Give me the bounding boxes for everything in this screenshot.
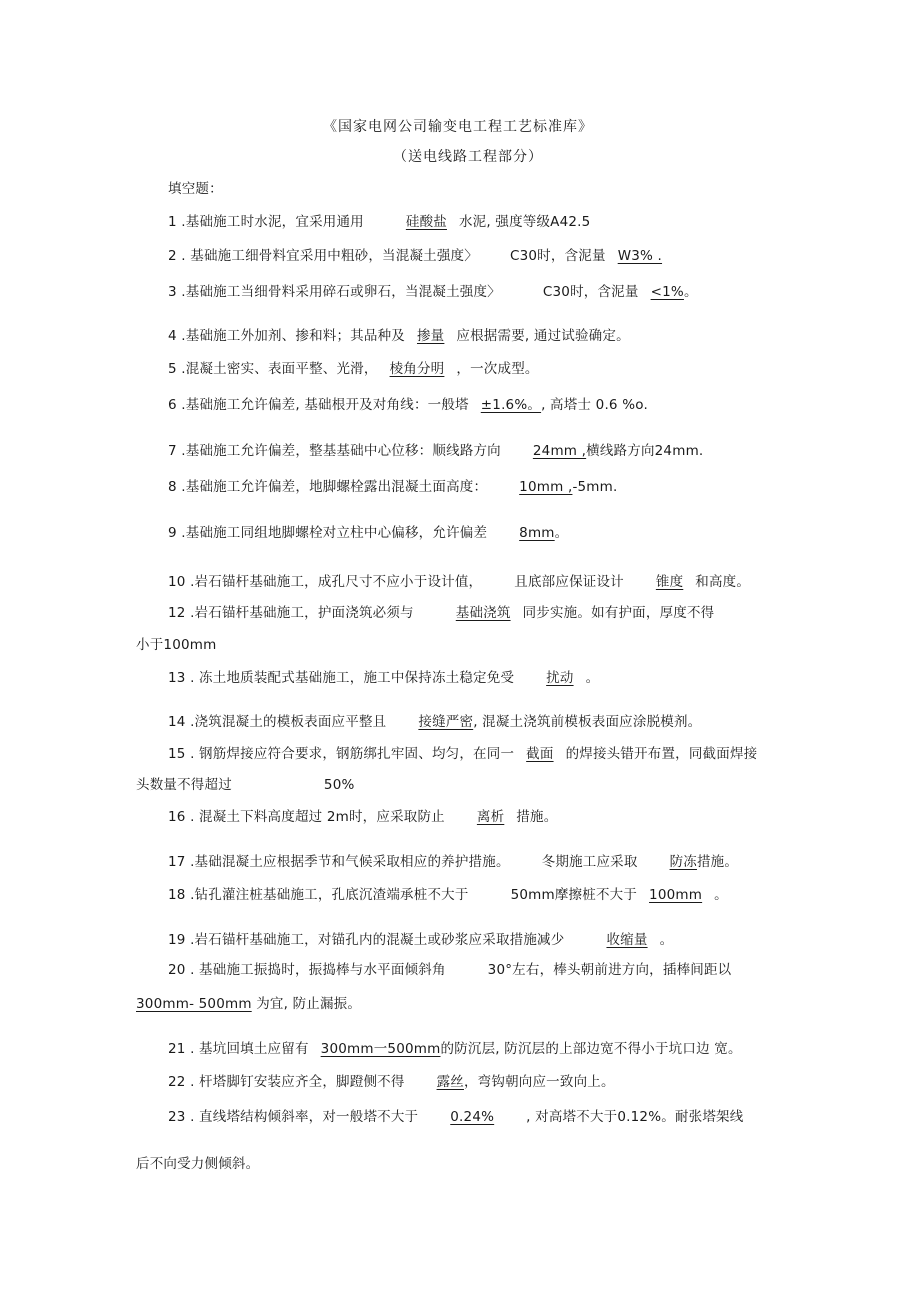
- question-12-continued: 小于100mm: [136, 637, 217, 653]
- answer-12: 基础浇筑: [455, 605, 511, 621]
- question-15-continued: 头数量不得超过 50%: [136, 777, 355, 793]
- answer-21: 300mm一500mm: [320, 1041, 441, 1057]
- question-4: 4 .基础施工外加剂、掺和料；其品种及 掺量 应根据需要, 通过试验确定。: [168, 328, 630, 344]
- question-9: 9 .基础施工同组地脚螺栓对立柱中心偏移，允许偏差 8mm。: [168, 525, 569, 541]
- question-19: 19 .岩石锚杆基础施工，对锚孔内的混凝土或砂浆应采取措施减少 收缩量 。: [168, 932, 674, 948]
- question-14: 14 .浇筑混凝土的模板表面应平整且 接缝严密, 混凝土浇筑前模板表面应涂脱模剂。: [168, 714, 702, 730]
- answer-6: ±1.6%。: [480, 397, 542, 413]
- answer-16: 离析: [476, 809, 505, 825]
- question-22: 22 . 杆塔脚钉安装应齐全，脚蹬侧不得 露丝，弯钩朝向应一致向上。: [168, 1074, 615, 1090]
- answer-4: 掺量: [416, 328, 445, 344]
- question-23: 23 . 直线塔结构倾斜率，对一般塔不大于 0.24% , 对高塔不大于0.12%。耐张塔架线: [168, 1109, 744, 1125]
- question-8: 8 .基础施工允许偏差，地脚螺栓露出混凝土面高度： 10mm ,-5mm.: [168, 479, 618, 495]
- answer-13: 扰动: [546, 670, 574, 686]
- question-3: 3 .基础施工当细骨料采用碎石或卵石，当混凝土强度〉 C30时，含泥量 <1%。: [168, 284, 698, 300]
- question-12: 12 .岩石锚杆基础施工，护面浇筑必须与 基础浇筑 同步实施。如有护面，厚度不得: [168, 605, 715, 621]
- section-heading: 填空题：: [168, 181, 223, 197]
- answer-18: 100mm: [649, 887, 703, 903]
- question-1: 1 .基础施工时水泥，宜采用通用 硅酸盐 水泥, 强度等级A42.5: [168, 214, 591, 230]
- question-5: 5 .混凝土密实、表面平整、光滑， 棱角分明 ，一次成型。: [168, 361, 539, 377]
- answer-2: W3% .: [617, 248, 663, 264]
- question-17: 17 .基础混凝土应根据季节和气候采取相应的养护措施。 冬期施工应采取 防冻措施。: [168, 854, 739, 870]
- answer-9: 8mm: [519, 525, 555, 541]
- question-6: 6 .基础施工允许偏差, 基础根开及对角线：一般塔 ±1.6%。, 高塔士 0.6 %o.: [168, 397, 648, 413]
- answer-8: 10mm ,: [519, 479, 573, 495]
- answer-1: 硅酸盐: [405, 214, 447, 230]
- question-21: 21 . 基坑回填土应留有 300mm一500mm的防沉层, 防沉层的上部边宽不得小于坑口边 宽。: [168, 1041, 742, 1057]
- question-18: 18 .钻孔灌注桩基础施工，孔底沉渣端承桩不大于 50mm摩擦桩不大于 100mm 。: [168, 887, 728, 903]
- document-title: 《国家电网公司输变电工程工艺标准库》: [323, 119, 593, 135]
- answer-7: 24mm ,: [532, 443, 587, 459]
- question-20-continued: 300mm- 500mm 为宜, 防止漏振。: [136, 996, 362, 1012]
- question-7: 7 .基础施工允许偏差，整基基础中心位移：顺线路方向 24mm ,横线路方向24mm.: [168, 443, 704, 459]
- question-20: 20 . 基础施工振捣时，振捣棒与水平面倾斜角 30°左右，棒头朝前进方向，插棒间距以: [168, 962, 732, 978]
- answer-10: 锥度: [655, 574, 684, 590]
- question-16: 16 . 混凝土下料高度超过 2m时，应采取防止 离析 措施。: [168, 809, 558, 825]
- answer-17: 防冻: [669, 854, 697, 870]
- answer-20: 300mm- 500mm: [136, 996, 252, 1012]
- answer-15: 截面: [526, 746, 554, 762]
- answer-22: 露丝: [436, 1074, 464, 1090]
- document-subtitle: （送电线路工程部分）: [393, 149, 543, 165]
- question-15: 15 . 钢筋焊接应符合要求，钢筋绑扎牢固、均匀，在同一 截面 的焊接头错开布置，同截面焊接: [168, 746, 758, 762]
- question-10: 10 .岩石锚杆基础施工，成孔尺寸不应小于设计值， 且底部应保证设计 锥度 和高度。: [168, 574, 751, 590]
- question-2: 2 . 基础施工细骨料宜采用中粗砂，当混凝土强度〉 C30时，含泥量 W3% .: [168, 248, 663, 264]
- answer-14: 接缝严密: [418, 714, 474, 730]
- question-13: 13 . 冻土地质装配式基础施工，施工中保持冻土稳定免受 扰动 。: [168, 670, 600, 686]
- answer-5: 棱角分明: [389, 361, 445, 377]
- answer-23: 0.24%: [450, 1109, 495, 1125]
- answer-19: 收缩量: [606, 932, 648, 948]
- answer-3: <1%: [650, 284, 684, 300]
- question-23-continued: 后不向受力侧倾斜。: [136, 1156, 260, 1172]
